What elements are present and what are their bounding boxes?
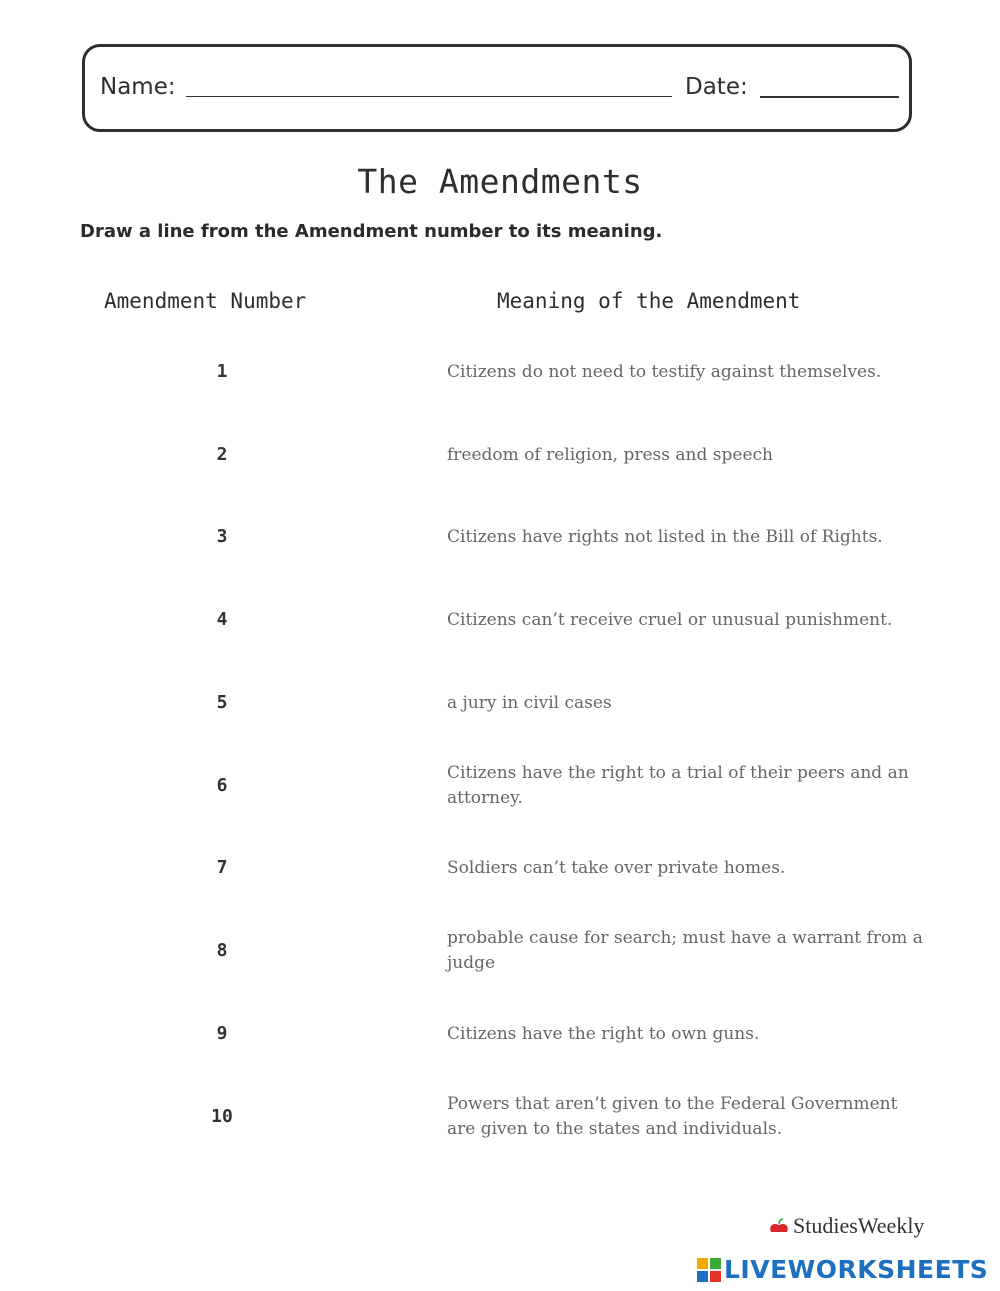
matching-row [0,678,1000,728]
instructions: Draw a line from the Amendment number to its meaning. [80,221,663,242]
matching-row [0,595,1000,645]
amendment-meaning[interactable]: Soldiers can’t take over private homes. [447,857,786,878]
amendment-number[interactable]: 7 [216,857,228,878]
amendment-meaning[interactable]: freedom of religion, press and speech [447,444,773,465]
name-date-box [82,44,912,132]
amendment-meaning[interactable]: Citizens have rights not listed in the Bill of Rights. [447,526,883,547]
amendment-meaning[interactable]: Citizens can’t receive cruel or unusual punishment. [447,609,893,630]
matching-row [0,843,1000,893]
amendment-number[interactable]: 6 [216,775,228,796]
matching-row [0,347,1000,397]
amendment-meaning[interactable]: Citizens do not need to testify against themselves. [447,361,882,382]
column-header-amendment-number: Amendment Number [104,289,307,313]
amendment-meaning[interactable]: Citizens have the right to a trial of their peers and an attorney. [447,763,909,808]
liveworksheets-logo [697,1255,988,1284]
studies-weekly-text: StudiesWeekly [793,1213,925,1238]
liveworksheets-text: LIVEWORKSHEETS [724,1255,989,1284]
matching-row [0,512,1000,562]
live-blocks-icon [697,1258,721,1282]
date-label: Date: [685,74,748,100]
amendment-meaning[interactable]: Citizens have the right to own guns. [447,1023,760,1044]
name-field-line[interactable] [186,96,672,97]
matching-row [0,430,1000,480]
amendment-number[interactable]: 8 [216,940,228,961]
amendment-number[interactable]: 10 [211,1106,233,1127]
amendment-number[interactable]: 9 [216,1023,228,1044]
amendment-number[interactable]: 3 [216,526,228,547]
amendment-meaning[interactable]: a jury in civil cases [447,692,612,713]
matching-row [0,1009,1000,1059]
apple-icon [768,1218,790,1234]
studies-weekly-logo [768,1213,924,1239]
column-header-meaning: Meaning of the Amendment [497,289,801,313]
amendment-number[interactable]: 1 [216,361,228,382]
amendment-meaning[interactable]: Powers that aren’t given to the Federal Government are given to the states and individuals. [447,1094,898,1139]
matching-row [0,926,1000,976]
matching-row [0,1092,1000,1142]
page-title: The Amendments [357,162,643,201]
amendment-number[interactable]: 2 [216,444,228,465]
amendment-number[interactable]: 5 [216,692,228,713]
matching-row [0,761,1000,811]
name-label: Name: [100,74,176,100]
date-field-line[interactable] [760,96,899,98]
amendment-number[interactable]: 4 [216,609,228,630]
amendment-meaning[interactable]: probable cause for search; must have a warrant from a judge [447,928,923,973]
